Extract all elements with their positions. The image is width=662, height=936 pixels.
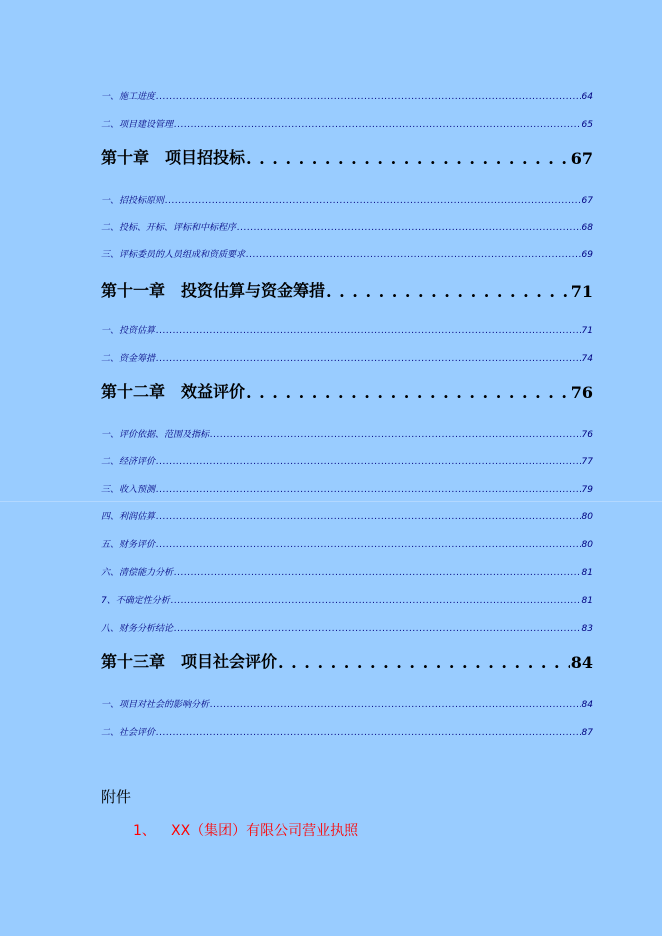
toc-entry-label: 第十一章 投资估算与资金筹措 <box>101 281 326 300</box>
toc-page-number: 81 <box>581 596 593 606</box>
toc-section-entry[interactable] <box>101 696 593 710</box>
toc-entry-label: 四、利润估算 <box>101 512 156 522</box>
toc-leader-dots <box>165 196 581 206</box>
toc-entry-label: 八、财务分析结论 <box>101 624 174 634</box>
toc-page-number: 81 <box>581 568 593 578</box>
toc-section-entry[interactable] <box>101 426 593 440</box>
toc-entry-label: 一、评价依据、范围及指标 <box>101 430 210 440</box>
toc-section-entry[interactable] <box>101 88 593 102</box>
toc-entry-label: 二、经济评价 <box>101 457 156 467</box>
toc-leader-dots <box>174 120 581 130</box>
toc-entry-label: 一、施工进度 <box>101 92 156 102</box>
toc-page-number: 67 <box>570 149 593 168</box>
toc-chapter-entry[interactable] <box>101 146 593 168</box>
toc-chapter-entry[interactable] <box>101 279 593 301</box>
toc-page-number: 77 <box>581 457 593 467</box>
toc-entry-label: 一、投资估算 <box>101 326 156 336</box>
toc-leader-dots <box>171 596 581 606</box>
toc-entry-label: 三、收入预测 <box>101 485 156 495</box>
toc-leader-dots <box>210 700 581 710</box>
toc-section-entry[interactable] <box>101 192 593 206</box>
toc-section-entry[interactable] <box>101 592 593 606</box>
toc-entry-label: 五、财务评价 <box>101 540 156 550</box>
toc-entry-label: 六、清偿能力分析 <box>101 568 174 578</box>
toc-page-number: 87 <box>581 728 593 738</box>
toc-leader-dots <box>156 485 581 495</box>
toc-entry-label: 二、社会评价 <box>101 728 156 738</box>
toc-entry-label: 一、项目对社会的影响分析 <box>101 700 210 710</box>
toc-section-entry[interactable] <box>101 536 593 550</box>
toc-section-entry[interactable] <box>101 116 593 130</box>
attachment-text: XX（集团）有限公司营业执照 <box>171 823 359 839</box>
toc-entry-label: 第十章 项目招投标 <box>101 148 246 167</box>
toc-section-entry[interactable] <box>101 620 593 634</box>
toc-entry-label: 二、投标、开标、评标和中标程序 <box>101 223 237 233</box>
toc-entry-label: 一、招投标原则 <box>101 196 165 206</box>
toc-page-number: 76 <box>581 430 593 440</box>
toc-leader-dots <box>174 624 581 634</box>
toc-page-number: 71 <box>581 326 593 336</box>
toc-section-entry[interactable] <box>101 564 593 578</box>
toc-leader-dots <box>278 653 570 672</box>
toc-entry-label: 二、资金筹措 <box>101 354 156 364</box>
toc-section-entry[interactable] <box>101 453 593 467</box>
toc-entry-label: 第十二章 效益评价 <box>101 382 246 401</box>
toc-page-number: 65 <box>581 120 593 130</box>
toc-leader-dots <box>156 354 581 364</box>
toc-section-entry[interactable] <box>101 246 593 260</box>
toc-entry-label: 7、不确定性分析 <box>101 596 170 606</box>
toc-chapter-entry[interactable] <box>101 650 593 672</box>
toc-leader-dots <box>156 512 581 522</box>
toc-page-number: 69 <box>581 250 593 260</box>
toc-page-number: 79 <box>581 485 593 495</box>
toc-entry-label: 三、评标委员的人员组成和资质要求 <box>101 250 246 260</box>
toc-leader-dots <box>156 540 581 550</box>
toc-page-number: 83 <box>581 624 593 634</box>
attachment-item <box>133 820 358 840</box>
toc-leader-dots <box>156 326 581 336</box>
page-seam <box>0 501 662 502</box>
toc-leader-dots <box>246 149 570 168</box>
toc-leader-dots <box>174 568 581 578</box>
attachment-number: 1、 <box>133 823 156 839</box>
toc-chapter-entry[interactable] <box>101 380 593 402</box>
toc-leader-dots <box>156 92 581 102</box>
toc-entry-label: 第十三章 项目社会评价 <box>101 652 278 671</box>
toc-page-number: 84 <box>581 700 593 710</box>
toc-section-entry[interactable] <box>101 322 593 336</box>
toc-section-entry[interactable] <box>101 219 593 233</box>
toc-leader-dots <box>156 728 581 738</box>
toc-section-entry[interactable] <box>101 481 593 495</box>
attachments-heading: 附件 <box>101 788 132 806</box>
toc-leader-dots <box>246 250 581 260</box>
toc-leader-dots <box>326 282 570 301</box>
toc-section-entry[interactable] <box>101 508 593 522</box>
toc-page-number: 64 <box>581 92 593 102</box>
toc-page-number: 80 <box>581 540 593 550</box>
toc-leader-dots <box>237 223 581 233</box>
toc-page-number: 67 <box>581 196 593 206</box>
toc-entry-label: 二、项目建设管理 <box>101 120 174 130</box>
toc-leader-dots <box>210 430 581 440</box>
toc-page-number: 74 <box>581 354 593 364</box>
toc-page-number: 71 <box>570 282 593 301</box>
toc-page-number: 68 <box>581 223 593 233</box>
toc-section-entry[interactable] <box>101 724 593 738</box>
toc-leader-dots <box>156 457 581 467</box>
toc-leader-dots <box>246 383 570 402</box>
toc-page-number: 80 <box>581 512 593 522</box>
toc-page-number: 76 <box>570 383 593 402</box>
toc-section-entry[interactable] <box>101 350 593 364</box>
toc-page-number: 84 <box>570 653 593 672</box>
